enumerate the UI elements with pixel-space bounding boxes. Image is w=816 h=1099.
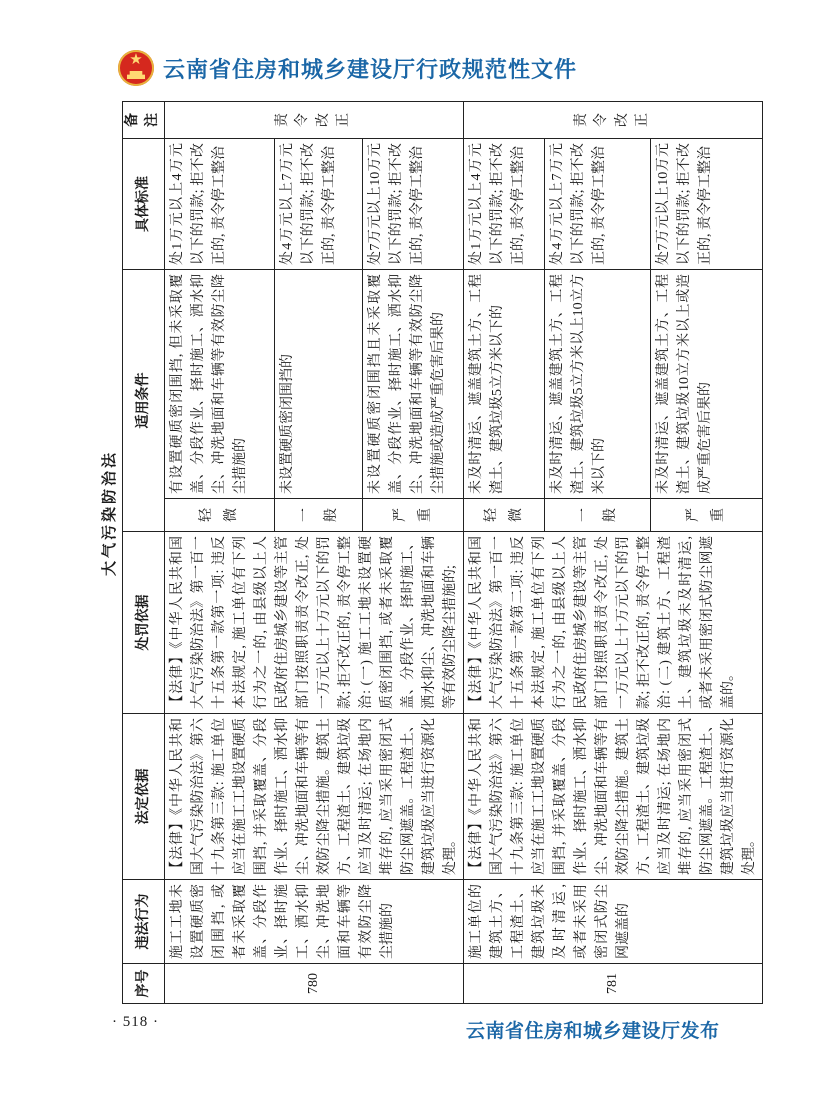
cell-condition-781-general: 未及时清运、遮盖建筑土方、工程渣土、建筑垃圾5立方米以上10立方米以下的 — [545, 270, 651, 499]
cell-standard-780-severe: 处7万元以上10万元以下的罚款; 拒不改正的, 责令停工整治 — [362, 139, 463, 270]
cell-remark-781: 责令改正 — [463, 102, 762, 139]
cell-severity-780-general: 一般 — [275, 499, 363, 532]
cell-severity-780-severe: 严重 — [362, 499, 463, 532]
regulation-table — [122, 101, 763, 1004]
cell-standard-781-general: 处4万元以上7万元以下的罚款; 拒不改正的, 责令停工整治 — [545, 139, 651, 270]
cell-standard-780-general: 处4万元以上7万元以下的罚款; 拒不改正的, 责令停工整治 — [275, 139, 363, 270]
cell-condition-780-minor: 有设置硬质密闭围挡, 但未采取覆盖、分段作业、择时施工、洒水抑尘、冲洗地面和车辆等有效防尘降尘措施的 — [164, 270, 275, 499]
header-standard: 具体标准 — [123, 139, 165, 270]
cell-legal-basis-781: 【法律】《中华人民共和国大气污染防治法》第六十九条第三款: 施工单位应当在施工工地设置硬质围挡, 并采取覆盖、分段作业、择时施工、洒水抑尘、冲洗地面和车辆等有效防尘降尘措施。建筑土方、工程渣土、建筑垃圾应当及时清运; 在场地内堆存的, 应当采用密闭式防尘网遮盖。工程渣土、建筑垃圾应当进行资源化处理。 — [463, 714, 762, 880]
cell-condition-781-minor: 未及时清运、遮盖建筑土方、工程渣土、建筑垃圾5立方米以下的 — [463, 270, 545, 499]
cell-severity-781-general: 一般 — [545, 499, 651, 532]
cell-violation-780: 施工工地未设置硬质密闭围挡, 或者未采取覆盖、分段作业、择时施工、洒水抑尘、冲洗地面和车辆等有效防尘降尘措施的 — [164, 880, 463, 964]
cell-severity-781-severe: 严重 — [650, 499, 762, 532]
cell-severity-781-minor: 轻微 — [463, 499, 545, 532]
cell-legal-basis-780: 【法律】《中华人民共和国大气污染防治法》第六十九条第三款: 施工单位应当在施工工地设置硬质围挡, 并采取覆盖、分段作业、择时施工、洒水抑尘、冲洗地面和车辆等有效防尘降尘措施。建筑土方、工程渣土、建筑垃圾应当及时清运; 在场地内堆存的, 应当采用密闭式防尘网遮盖。工程渣土、建筑垃圾应当进行资源化处理。 — [164, 714, 463, 880]
header-violation: 违法行为 — [123, 880, 165, 964]
header-penalty-basis: 处罚依据 — [123, 532, 165, 714]
rotated-table-region — [100, 102, 757, 1004]
emblem-star-icon: ★ — [129, 52, 143, 68]
cell-condition-780-severe: 未设置硬质密闭围挡且未采取覆盖、分段作业、择时施工、洒水抑尘、冲洗地面和车辆等有效防尘降尘措施或造成严重危害后果的 — [362, 270, 463, 499]
cell-severity-780-minor: 轻微 — [164, 499, 275, 532]
page-number: · 518 · — [112, 1014, 159, 1030]
header-condition: 适用条件 — [123, 270, 165, 532]
law-name-title: 大气污染防治法 — [102, 450, 118, 577]
header-remark — [123, 102, 165, 139]
cell-violation-781: 施工单位的建筑土方、工程渣土、建筑垃圾未及时清运, 或者未采用密闭式防尘网遮盖的 — [463, 880, 762, 964]
header-legal-basis: 法定依据 — [123, 714, 165, 880]
cell-remark-780: 责令改正 — [164, 102, 463, 139]
national-emblem-icon — [118, 50, 154, 86]
publisher-footer: 云南省住房和城乡建设厅发布 — [466, 1021, 720, 1042]
readable-orientation-content — [100, 102, 757, 1004]
cell-penalty-basis-781: 【法律】《中华人民共和国大气污染防治法》第一百一十五条第一款第二项: 违反本法规定, 施工单位有下列行为之一的, 由县级以上人民政府住房城乡建设等主管部门按照职责责令改正, 处一万元以上十万元以下的罚款; 拒不改正的, 责令停工整治: (二) 建筑土方、工程渣土、建筑垃圾未及时清运, 或者未采用密闭式防尘网遮盖的。 — [463, 532, 762, 714]
document-title: 云南省住房和城乡建设厅行政规范性文件 — [163, 56, 578, 82]
table-row — [164, 102, 275, 1004]
cell-penalty-basis-780: 【法律】《中华人民共和国大气污染防治法》第一百一十五条第一款第一项: 违反本法规定, 施工单位有下列行为之一的, 由县级以上人民政府住房城乡建设等主管部门按照职责责令改正, 处一万元以上十万元以下的罚款; 拒不改正的, 责令停工整治: (一) 施工工地未设置硬质密闭围挡, 或者未采取覆盖、分段作业、择时施工、洒水抑尘、冲洗地面和车辆等有效防尘降尘措施的; — [164, 532, 463, 714]
cell-standard-781-minor: 处1万元以上4万元以下的罚款; 拒不改正的, 责令停工整治 — [463, 139, 545, 270]
cell-standard-781-severe: 处7万元以上10万元以下的罚款; 拒不改正的, 责令停工整治 — [650, 139, 762, 270]
cell-condition-780-general: 未设置硬质密闭围挡的 — [275, 270, 363, 499]
table-row — [463, 102, 545, 1004]
cell-condition-781-severe: 未及时清运、遮盖建筑土方、工程渣土、建筑垃圾10立方米以上或造成严重危害后果的 — [650, 270, 762, 499]
emblem-gate-icon — [127, 71, 145, 79]
cell-seq-780: 780 — [164, 964, 463, 1004]
cell-standard-780-minor: 处1万元以上4万元以下的罚款; 拒不改正的, 责令停工整治 — [164, 139, 275, 270]
table-header-row — [123, 102, 165, 1004]
header-seq: 序号 — [123, 964, 165, 1004]
cell-seq-781: 781 — [463, 964, 762, 1004]
document-header — [118, 50, 577, 86]
header-remark-label: 备注 — [125, 113, 161, 127]
